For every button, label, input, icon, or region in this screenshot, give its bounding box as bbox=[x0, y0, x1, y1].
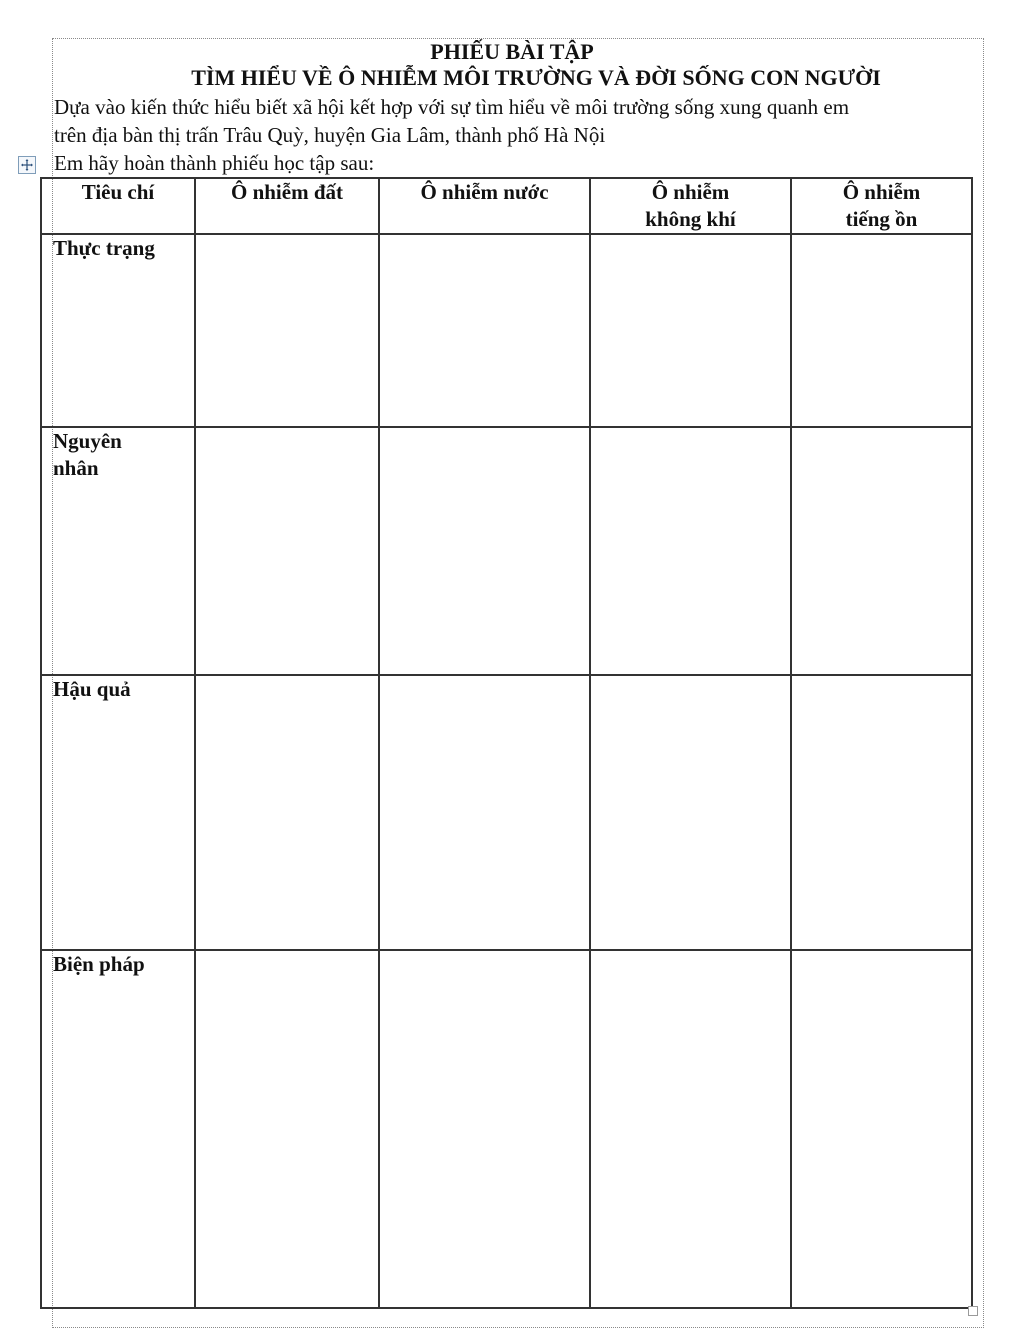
table-resize-handle[interactable] bbox=[968, 1306, 978, 1316]
intro-line-1: Dựa vào kiến thức hiểu biết xã hội kết hợp với sự tìm hiểu về môi trường sống xung quanh em bbox=[54, 95, 850, 119]
row-cause-label-line1: Nguyên bbox=[53, 429, 122, 453]
worksheet-subtitle: TÌM HIỂU VỀ Ô NHIỄM MÔI TRƯỜNG VÀ ĐỜI SỐNG CON NGƯỜI bbox=[191, 65, 881, 90]
answer-cell-solution-soil[interactable] bbox=[195, 950, 379, 1308]
header-air-label-line2: không khí bbox=[645, 207, 736, 231]
answer-cell-cause-soil[interactable] bbox=[195, 427, 379, 675]
row-status-label: Thực trạng bbox=[53, 236, 155, 260]
answer-cell-cause-water[interactable] bbox=[379, 427, 590, 675]
intro-line-2: trên địa bàn thị trấn Trâu Quỳ, huyện Gia Lâm, thành phố Hà Nội bbox=[54, 123, 606, 147]
header-soil-label: Ô nhiễm đất bbox=[230, 180, 343, 204]
header-noise-pollution bbox=[791, 178, 972, 234]
row-label-consequence bbox=[41, 675, 195, 950]
answer-cell-consequence-air[interactable] bbox=[590, 675, 791, 950]
answer-cell-solution-water[interactable] bbox=[379, 950, 590, 1308]
table-move-handle-icon[interactable] bbox=[18, 156, 36, 174]
header-soil-pollution bbox=[195, 178, 379, 234]
header-noise-label-line1: Ô nhiễm bbox=[842, 180, 921, 204]
header-air-label-line1: Ô nhiễm bbox=[651, 180, 730, 204]
header-air-pollution bbox=[590, 178, 791, 234]
header-criteria bbox=[41, 178, 195, 234]
table-row-cause bbox=[41, 427, 972, 675]
answer-cell-consequence-soil[interactable] bbox=[195, 675, 379, 950]
row-solution-label: Biện pháp bbox=[53, 952, 145, 976]
table-row-solution bbox=[41, 950, 972, 1308]
row-cause-label-line2: nhân bbox=[53, 456, 99, 480]
answer-cell-status-soil[interactable] bbox=[195, 234, 379, 427]
table-row-consequence bbox=[41, 675, 972, 950]
answer-cell-solution-air[interactable] bbox=[590, 950, 791, 1308]
table-row-status bbox=[41, 234, 972, 427]
answer-cell-solution-noise[interactable] bbox=[791, 950, 972, 1308]
table-header-row bbox=[41, 178, 972, 234]
row-label-solution bbox=[41, 950, 195, 1308]
answer-cell-status-air[interactable] bbox=[590, 234, 791, 427]
answer-cell-consequence-noise[interactable] bbox=[791, 675, 972, 950]
answer-cell-status-noise[interactable] bbox=[791, 234, 972, 427]
row-label-cause bbox=[41, 427, 195, 675]
intro-line-3: Em hãy hoàn thành phiếu học tập sau: bbox=[54, 151, 375, 175]
header-criteria-label: Tiêu chí bbox=[81, 180, 155, 204]
row-label-status bbox=[41, 234, 195, 427]
row-consequence-label: Hậu quả bbox=[53, 677, 131, 701]
header-water-pollution bbox=[379, 178, 590, 234]
answer-cell-cause-air[interactable] bbox=[590, 427, 791, 675]
header-noise-label-line2: tiếng ồn bbox=[845, 207, 918, 231]
answer-cell-status-water[interactable] bbox=[379, 234, 590, 427]
worksheet-title: PHIẾU BÀI TẬP bbox=[430, 39, 594, 64]
header-water-label: Ô nhiễm nước bbox=[420, 180, 549, 204]
worksheet-table bbox=[40, 177, 973, 1309]
answer-cell-cause-noise[interactable] bbox=[791, 427, 972, 675]
answer-cell-consequence-water[interactable] bbox=[379, 675, 590, 950]
